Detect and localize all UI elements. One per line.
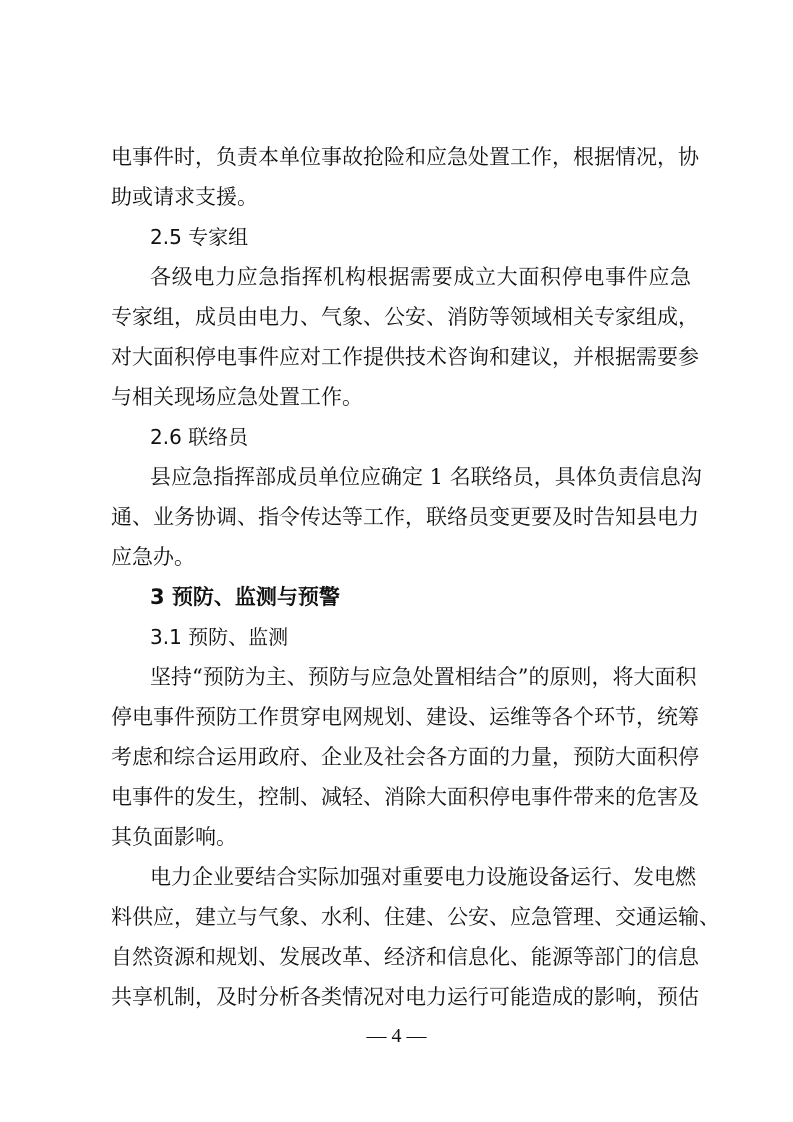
body-line: 电事件时，负责本单位事故抢险和应急处置工作，根据情况，协	[111, 145, 699, 169]
body-line: 自然资源和规划、发展改革、经济和信息化、能源等部门的信息	[111, 945, 699, 969]
body-line: 考虑和综合运用政府、企业及社会各方面的力量，预防大面积停	[111, 745, 699, 769]
section-heading-2-5: 2.5 专家组	[150, 225, 249, 249]
body-line: 各级电力应急指挥机构根据需要成立大面积停电事件应急	[150, 265, 691, 289]
body-line: 助或请求支援。	[111, 185, 258, 209]
body-line: 专家组，成员由电力、气象、公安、消防等领域相关专家组成，	[111, 305, 699, 329]
body-line: 停电事件预防工作贯穿电网规划、建设、运维等各个环节，统筹	[111, 705, 699, 729]
body-line: 电力企业要结合实际加强对重要电力设施设备运行、发电燃	[150, 865, 696, 889]
body-line: 通、业务协调、指令传达等工作，联络员变更要及时告知县电力	[111, 505, 699, 529]
section-heading-2-6: 2.6 联络员	[150, 425, 249, 449]
body-line: 电事件的发生，控制、减轻、消除大面积停电事件带来的危害及	[111, 785, 699, 809]
body-line: 与相关现场应急处置工作。	[111, 385, 363, 409]
body-line: 对大面积停电事件应对工作提供技术咨询和建议，并根据需要参	[111, 345, 699, 369]
body-line: 应急办。	[111, 545, 195, 569]
section-heading-3: 3 预防、监测与预警	[150, 585, 340, 609]
body-line: 其负面影响。	[111, 825, 237, 849]
body-line: 县应急指挥部成员单位应确定 1 名联络员，具体负责信息沟	[150, 465, 702, 489]
section-heading-3-1: 3.1 预防、监测	[150, 625, 289, 649]
page-number: — 4 —	[366, 1025, 427, 1047]
body-line: 坚持“预防为主、预防与应急处置相结合”的原则，将大面积	[150, 665, 697, 689]
body-line: 共享机制，及时分析各类情况对电力运行可能造成的影响，预估	[111, 985, 699, 1009]
body-line: 料供应，建立与气象、水利、住建、公安、应急管理、交通运输、	[111, 905, 720, 929]
